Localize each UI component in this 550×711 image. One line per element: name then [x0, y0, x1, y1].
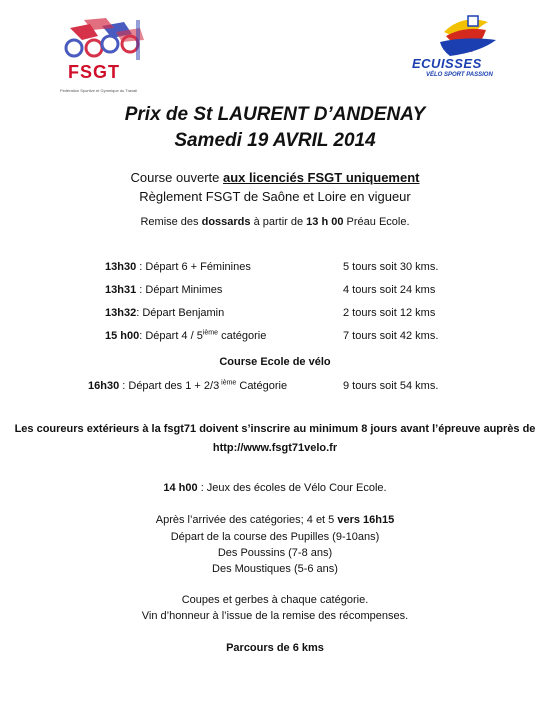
jeux-time: 14 h00	[163, 482, 198, 494]
fsgt-logo-text: FSGT	[68, 62, 120, 82]
notice-line1: Les coureurs extérieurs à la fsgt71 doivent s’inscrire au minimum 8 jours avant l’épreuve auprès de	[14, 423, 536, 435]
schedule-distance: 9 tours soit 54 kms.	[343, 380, 439, 392]
ecuisses-logo	[410, 12, 520, 82]
coupes-line: Coupes et gerbes à chaque catégorie.	[181, 594, 369, 606]
course-open-prefix: Course ouverte	[130, 170, 223, 185]
fsgt-logo-caption: Fédération Sportive et Gymnique du Travail	[60, 88, 138, 93]
schedule-row	[88, 380, 287, 392]
schedule-label: : Départ 6 + Féminines	[136, 261, 251, 273]
apres-line	[0, 514, 550, 526]
schedule-row	[105, 284, 222, 296]
cyclists-icon	[60, 14, 150, 66]
schedule-row	[105, 307, 224, 319]
remise-line	[0, 216, 550, 228]
event-date: Samedi 19 AVRIL 2014	[174, 130, 376, 151]
remise-prefix: Remise des	[140, 216, 202, 228]
schedule-label: : Départ 4 / 5	[139, 330, 203, 342]
registration-notice	[0, 420, 550, 458]
schedule-time: 16h30	[88, 380, 120, 392]
ecuisses-emblem-icon	[410, 12, 520, 58]
pupilles-line: Départ de la course des Pupilles (9-10ans)	[170, 531, 380, 543]
remise-middle: à partir de	[250, 216, 307, 228]
remise-place: Préau Ecole.	[343, 216, 410, 228]
schedule-time: 13h30	[105, 261, 137, 273]
schedule-distance: 7 tours soit 42 kms.	[343, 330, 439, 342]
schedule-sup: ième	[202, 329, 219, 337]
schedule-suffix: Catégorie	[236, 380, 288, 392]
course-open-emph: aux licenciés FSGT uniquement	[223, 170, 420, 185]
schedule-distance: 4 tours soit 24 kms	[343, 284, 436, 296]
schedule-time: 13h32	[105, 307, 137, 319]
schedule-label: : Départ Benjamin	[136, 307, 225, 319]
remise-time: 13 h 00	[306, 216, 344, 228]
jeux-text: : Jeux des écoles de Vélo Cour Ecole.	[197, 482, 387, 494]
vin-line: Vin d’honneur à l’issue de la remise des récompenses.	[141, 610, 409, 622]
schedule-label: : Départ des 1 + 2/3	[119, 380, 220, 392]
schedule-row	[105, 261, 251, 273]
schedule-time: 13h31	[105, 284, 137, 296]
fsgt-logo	[60, 14, 150, 94]
schedule-distance: 5 tours soit 30 kms.	[343, 261, 439, 273]
ecuisses-tagline: VÉLO SPORT PASSION	[426, 72, 493, 78]
parcours-line: Parcours de 6 kms	[226, 642, 324, 654]
ecole-title: Course Ecole de vélo	[219, 356, 331, 368]
poussins-line: Des Poussins (7-8 ans)	[217, 547, 333, 559]
reglement-line: Règlement FSGT de Saône et Loire en vigueur	[139, 189, 411, 204]
schedule-label: : Départ Minimes	[136, 284, 223, 296]
schedule-row	[105, 330, 266, 342]
notice-url: http://www.fsgt71velo.fr	[212, 442, 338, 454]
schedule-suffix: catégorie	[218, 330, 267, 342]
schedule-distance: 2 tours soit 12 kms	[343, 307, 436, 319]
moustiques-line: Des Moustiques (5-6 ans)	[212, 563, 338, 575]
apres-prefix: Après l’arrivée des catégories; 4 et 5	[155, 514, 338, 526]
course-open-line	[0, 170, 550, 185]
ecuisses-logo-text: ECUISSES	[412, 56, 482, 71]
event-title: Prix de St LAURENT D’ANDENAY	[124, 104, 426, 125]
schedule-time: 15 h00	[105, 330, 140, 342]
apres-emph: vers 16h15	[337, 514, 395, 526]
remise-dossards: dossards	[201, 216, 251, 228]
jeux-line	[0, 482, 550, 494]
schedule-sup: ième	[219, 379, 237, 387]
